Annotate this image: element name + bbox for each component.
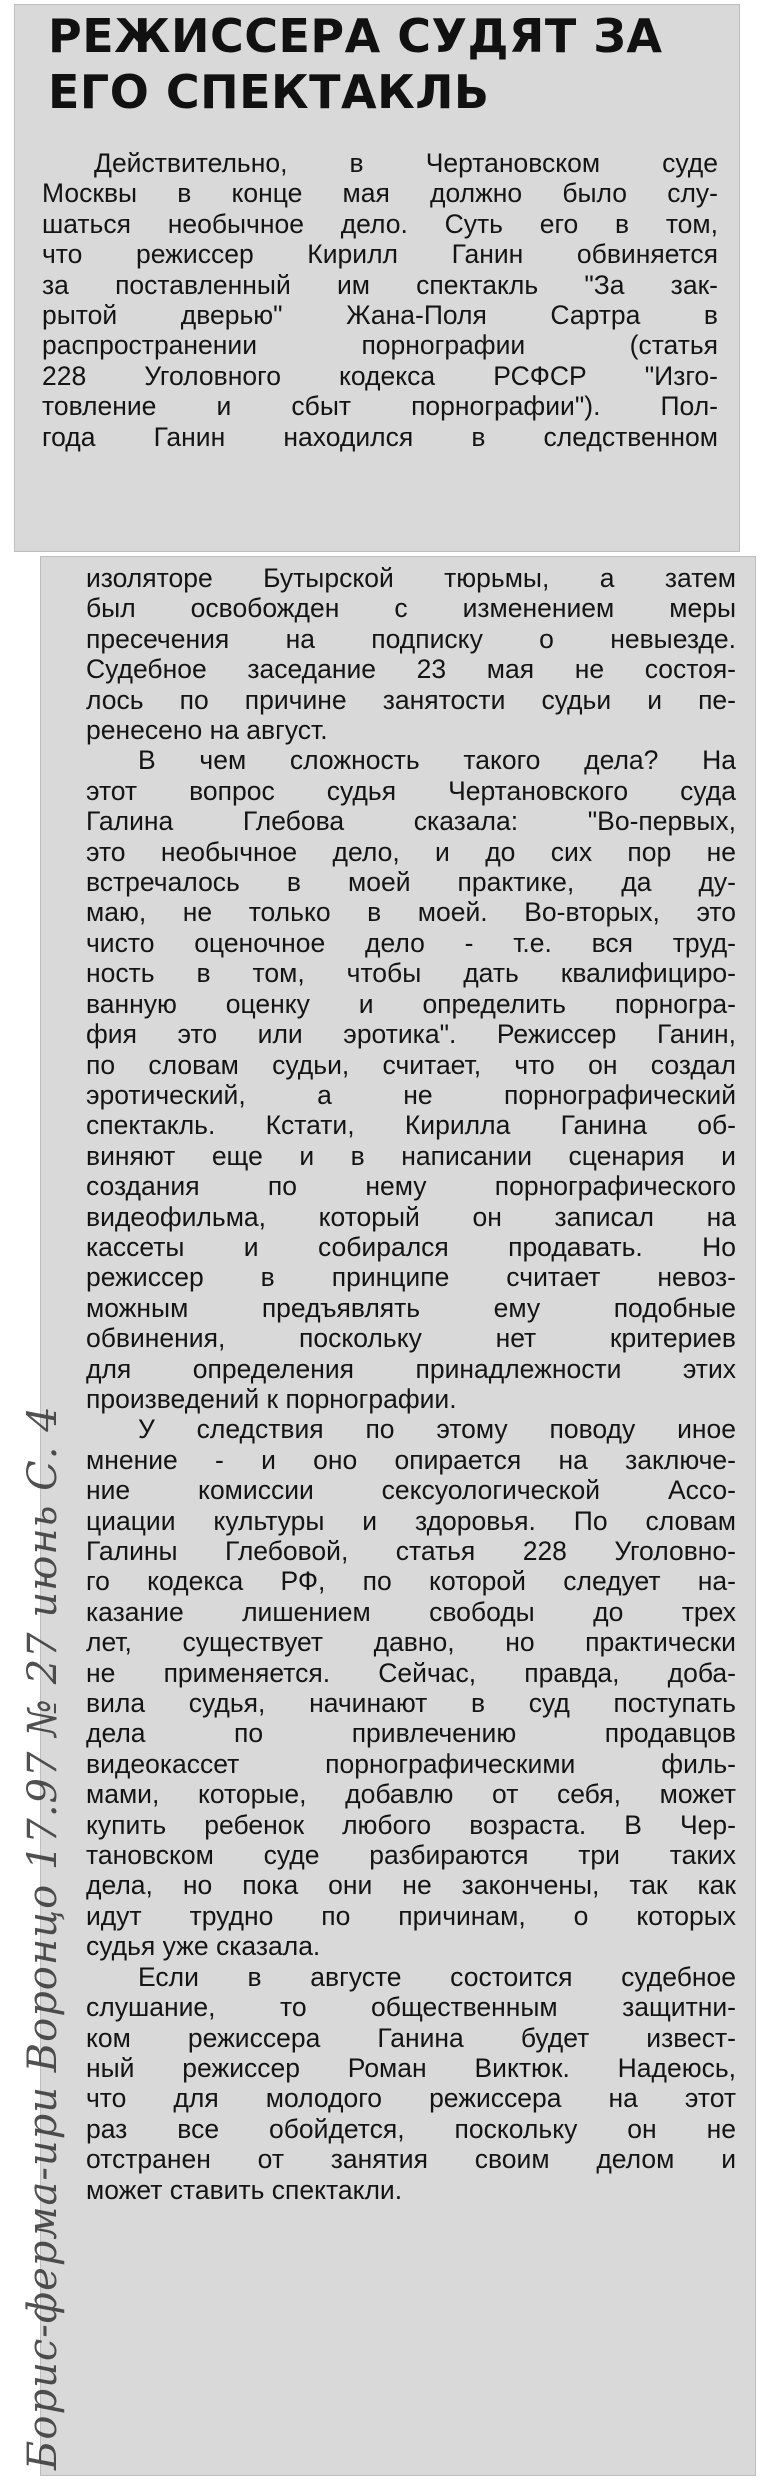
article-headline <box>48 8 738 120</box>
body-line: купить ребенок любого возраста. В Чер- <box>86 1809 736 1840</box>
body-line: слушание, то общественным защитни- <box>86 1992 736 2023</box>
body-line: рытой дверью" Жана-Поля Сартра в <box>42 300 718 331</box>
body-line: изоляторе Бутырской тюрьмы, а затем <box>86 563 736 593</box>
body-line: Москвы в конце мая должно было слу- <box>42 178 718 209</box>
article-body-top <box>42 148 718 452</box>
body-line: лет, существует давно, но практически <box>86 1627 736 1658</box>
body-line: Если в августе состоится судебное <box>138 1961 736 1992</box>
body-line: ный режиссер Роман Виктюк. Надеюсь, <box>86 2052 736 2083</box>
body-line: вила судья, начинают в суд поступать <box>86 1688 736 1719</box>
body-line: видеофильма, который он записал на <box>86 1201 736 1232</box>
body-line: лось по причине занятости судьи и пе- <box>86 684 736 715</box>
body-line: обвинения, поскольку нет критериев <box>86 1323 736 1354</box>
body-line: года Ганин находился в следственном <box>42 421 718 452</box>
body-line: кассеты и собирался продавать. Но <box>86 1231 736 1262</box>
body-line: дела, но пока они не закончены, так как <box>86 1870 736 1901</box>
body-line: У следствия по этому поводу иное <box>138 1414 736 1445</box>
handwritten-margin-note: Борис-ферма-ири Воронцо 17.97 № 27 июнь С. 4 <box>20 1405 66 2470</box>
body-line: что для молодого режиссера на этот <box>86 2083 736 2114</box>
body-line: го кодекса РФ, по которой следует на- <box>86 1566 736 1597</box>
body-line: мами, которые, добавлю от себя, может <box>86 1779 736 1810</box>
body-line: Судебное заседание 23 мая не состоя- <box>86 654 736 685</box>
body-line: видеокассет порнографическими филь- <box>86 1748 736 1779</box>
body-line: этот вопрос судья Чертановского суда <box>86 775 736 806</box>
body-line: 228 Уголовного кодекса РСФСР "Изго- <box>42 360 718 391</box>
body-line: эротический, а не порнографический <box>86 1079 736 1110</box>
body-line: маю, не только в моей. Во-вторых, это <box>86 897 736 928</box>
article-body-bottom <box>86 563 736 2205</box>
body-line: не применяется. Сейчас, правда, доба- <box>86 1657 736 1688</box>
body-line: товление и сбыт порнографии"). Пол- <box>42 391 718 422</box>
body-line: Галина Глебова сказала: "Во-первых, <box>86 806 736 837</box>
body-line: ность в том, чтобы дать квалифициро- <box>86 958 736 989</box>
body-line: создания по нему порнографического <box>86 1171 736 1202</box>
body-line: виняют еще и в написании сценария и <box>86 1140 736 1171</box>
body-line: ние комиссии сексуологической Ассо- <box>86 1475 736 1506</box>
body-line: дела по привлечению продавцов <box>86 1718 736 1749</box>
body-line: мнение - и оно опирается на заключе- <box>86 1444 736 1475</box>
body-line: за поставленный им спектакль "За зак- <box>42 269 718 300</box>
body-line: может ставить спектакли. <box>86 2174 403 2205</box>
body-line: встречалось в моей практике, да ду- <box>86 867 736 898</box>
body-line: по словам судьи, считает, что он создал <box>86 1049 736 1080</box>
body-line: режиссер в принципе считает невоз- <box>86 1262 736 1293</box>
body-line: Галины Глебовой, статья 228 Уголовно- <box>86 1536 736 1566</box>
headline-line-1: РЕЖИССЕРА СУДЯТ ЗА <box>48 9 663 63</box>
body-line: Действительно, в Чертановском суде <box>94 148 718 178</box>
body-line: ванную оценку и определить порногра- <box>86 988 736 1019</box>
headline-line-2: ЕГО СПЕКТАКЛЬ <box>48 65 490 119</box>
body-line: циации культуры и здоровья. По словам <box>86 1505 736 1536</box>
body-line: спектакль. Кстати, Кирилла Ганина об- <box>86 1110 736 1141</box>
body-line: чисто оценочное дело - т.е. вся труд- <box>86 927 736 958</box>
body-line: идут трудно по причинам, о которых <box>86 1900 736 1931</box>
body-line: отстранен от занятия своим делом и <box>86 2144 736 2175</box>
body-line: что режиссер Кирилл Ганин обвиняется <box>42 239 718 270</box>
body-line: произведений к порнографии. <box>86 1383 457 1414</box>
body-line: раз все обойдется, поскольку он не <box>86 2113 736 2144</box>
body-line: для определения принадлежности этих <box>86 1353 736 1384</box>
body-line: В чем сложность такого дела? На <box>138 745 736 776</box>
body-line: это необычное дело, и до сих пор не <box>86 836 736 867</box>
body-line: можным предъявлять ему подобные <box>86 1292 736 1323</box>
body-line: пресечения на подписку о невыезде. <box>86 623 736 654</box>
body-line: ком режиссера Ганина будет извест- <box>86 2022 736 2053</box>
body-line: был освобожден с изменением меры <box>86 593 736 624</box>
body-line: тановском суде разбираются три таких <box>86 1840 736 1871</box>
body-line: казание лишением свободы до трех <box>86 1596 736 1627</box>
body-line: шаться необычное дело. Суть его в том, <box>42 208 718 239</box>
body-line: фия это или эротика". Режиссер Ганин, <box>86 1019 736 1050</box>
body-line: распространении порнографии (статья <box>42 330 718 361</box>
body-line: ренесено на август. <box>86 715 328 746</box>
body-line: судья уже сказала. <box>86 1931 321 1962</box>
